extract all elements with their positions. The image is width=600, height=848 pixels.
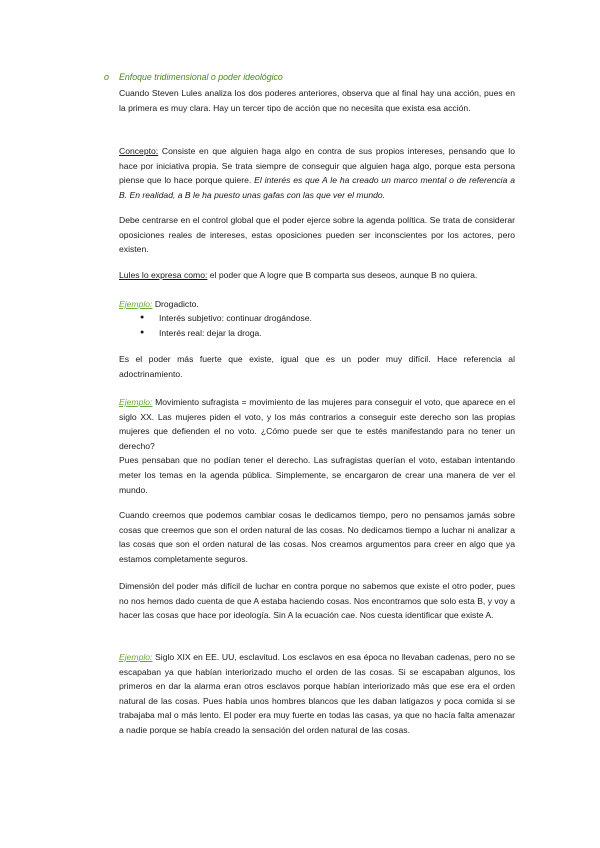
paragraph-agenda: Debe centrarse en el control global que el poder ejerce sobre la agenda política. Se trata de considerar oposiciones reales de intereses, estas oposiciones pueden ser inconscientes por los actores, pero existen. xyxy=(119,215,515,255)
list-item-text: Interés subjetivo: continuar drogándose. xyxy=(159,313,312,323)
paragraph-adoctrinamiento: Es el poder más fuerte que existe, igual que es un poder muy difícil. Hace referencia al adoctrinamiento. xyxy=(119,354,515,379)
bullet-icon: ● xyxy=(140,328,145,336)
concepto-italic-note: El interés es que A le ha creado un marco mental o de referencia a B. En realidad, a B le ha puesto unas gafas con las que ver el mundo. xyxy=(119,175,515,200)
list-bullet-o: o xyxy=(104,72,110,82)
paragraph-orden-natural: Cuando creemos que podemos cambiar cosas le dedicamos tiempo, pero no pensamos jamás sobre cosas que creemos que son el orden natural de las cosas. No dedicamos tiempo a luchar ni analizar a las cosas que son el orden natural de las cosas. Nos creamos argumentos para creer en algo que ya estamos completamente seguros. xyxy=(119,510,515,564)
paragraph-intro: Cuando Steven Lules analiza los dos poderes anteriores, observa que al final hay una acción, pues en la primera es muy clara. Hay un tercer tipo de acción que no necesita que exista esa acción. xyxy=(119,88,515,113)
interest-list xyxy=(140,311,312,340)
lules-text: el poder que A logre que B comparta sus deseos, aunque B no quiera. xyxy=(207,270,478,280)
list-item-text: Interés real: dejar la droga. xyxy=(159,327,262,338)
paragraph-lules xyxy=(119,268,515,283)
example-esclavitud xyxy=(119,650,515,738)
example-text-continuation: Pues pensaban que no podían tener el derecho. Las sufragistas querían el voto, estaban intentando meter los temas en la agenda pública. Simplemente, se encargaron de crear una manera de ver el mundo. xyxy=(119,455,515,495)
section-heading: Enfoque tridimensional o poder ideológico xyxy=(119,72,283,82)
example-sufragista xyxy=(119,395,515,497)
example-label: Ejemplo: xyxy=(119,397,153,407)
bullet-icon: ● xyxy=(140,314,145,321)
list-item xyxy=(140,311,312,326)
example-text: Siglo XIX en EE. UU, esclavitud. Los esclavos en esa época no llevaban cadenas, pero no se escapaban ya que habían interiorizado mucho el orden de las cosas. Si se escapaban algunos, los primeros en dar la alarma eran otros esclavos porque habían interiorizado más que ese era el orden natural de las cosas. Pues había unos hombres blancos que les daban latigazos y poca comida si se trabajaba mal o más lento. El poder era muy fuerte en todas las casas, ya que no hacía falta amenazar a nadie porque se había creado la sensación del orden natural de las cosas. xyxy=(119,652,515,735)
example-text: Movimiento sufragista = movimiento de las mujeres para conseguir el voto, que aparece en el siglo XX. Las mujeres piden el voto, y los más contrarios a conseguir este derecho son las propias mujeres que defienden el no voto. ¿Cómo puede ser que te estés manifestando para no tener un derecho? xyxy=(119,397,515,451)
example-text: Drogadicto. xyxy=(152,299,199,309)
paragraph-concepto xyxy=(119,144,515,202)
example-label: Ejemplo: xyxy=(119,299,153,309)
concepto-label: Concepto: xyxy=(119,146,159,156)
lules-label: Lules lo expresa como: xyxy=(119,270,208,280)
concepto-text: Consiste en que alguien haga algo en contra de sus propios intereses, pensando que lo hace por iniciativa propia. Se trata siempre de conseguir que alguien haga algo, porque esta persona piense que lo hace porque quiere. xyxy=(119,146,515,186)
list-item xyxy=(140,326,312,341)
paragraph-dimension: Dimensión del poder más difícil de luchar en contra porque no sabemos que existe el otro poder, pues no nos hemos dado cuenta de que A estaba haciendo cosas. Nos encontramos que solo esta B, y voy a hacer las cosas que hace por ideología. Sin A la ecuación cae. Nos cuesta identificar que existe A. xyxy=(119,581,515,621)
example-label: Ejemplo: xyxy=(119,652,153,662)
example-drogadicto xyxy=(119,297,515,312)
